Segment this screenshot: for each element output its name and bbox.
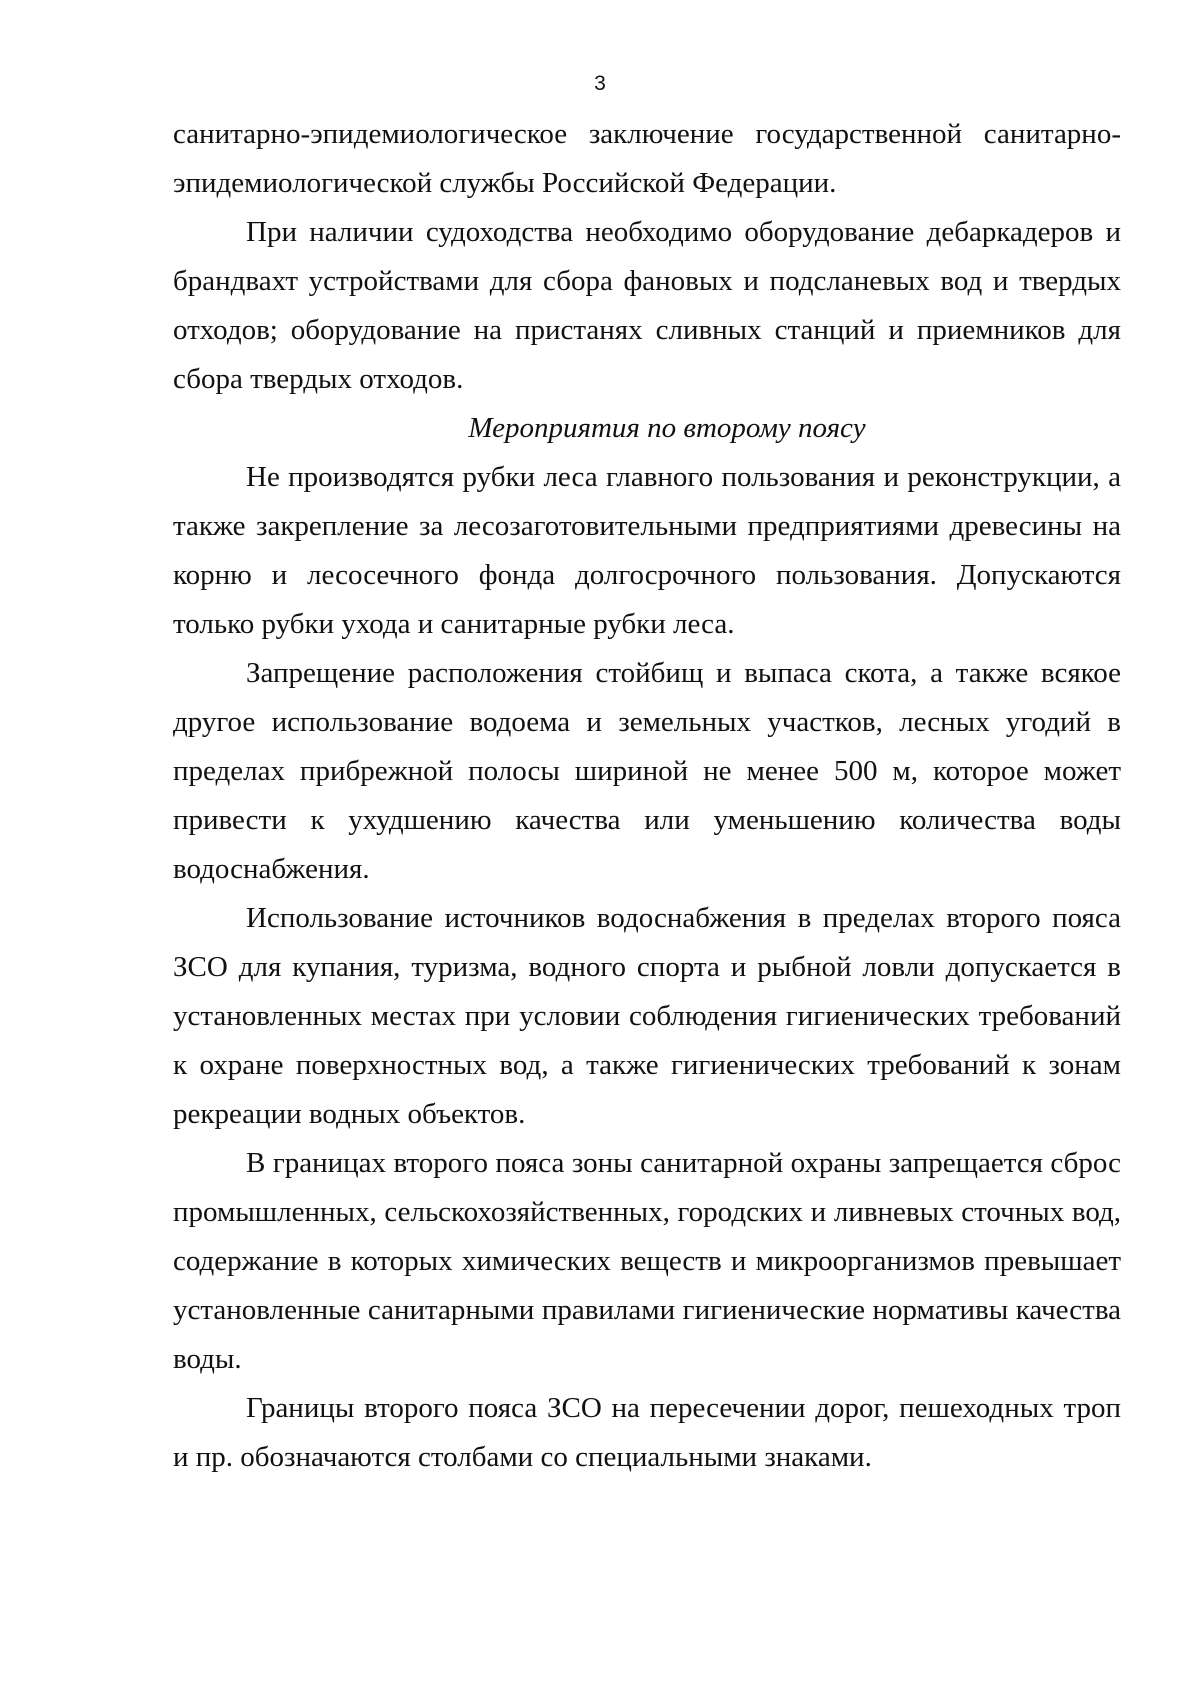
paragraph-shipping-equipment: При наличии судоходства необходимо оборудование дебаркадеров и брандвахт устройствами для сбора фановых и подсланевых вод и твердых отходов; оборудование на пристанях сливных станций и приемников для сбора твердых отходов. xyxy=(173,216,1121,395)
paragraph-boundary-markers: Границы второго пояса ЗСО на пересечении дорог, пешеходных троп и пр. обозначаются столбами со специальными знаками. xyxy=(173,1392,1121,1473)
section-heading: Мероприятия по второму поясу xyxy=(468,412,866,444)
paragraph-grazing: Запрещение расположения стойбищ и выпаса скота, а также всякое другое использование водоема и земельных участков, лесных угодий в пределах прибрежной полосы шириной не менее 500 м, которое может привести к ухудшению качества или уменьшению количества воды водоснабжения. xyxy=(173,657,1121,885)
paragraph-wastewater: В границах второго пояса зоны санитарной охраны запрещается сброс промышленных, сельскохозяйственных, городских и ливневых сточных вод, содержание в которых химических веществ и микроорганизмов превышает установленные санитарными правилами гигиенические нормативы качества воды. xyxy=(173,1147,1121,1375)
paragraph-logging: Не производятся рубки леса главного пользования и реконструкции, а также закрепление за лесозаготовительными предприятиями древесины на корню и лесосечного фонда долгосрочного пользования. Допускаются только рубки ухода и санитарные рубки леса. xyxy=(173,461,1121,640)
page-number: 3 xyxy=(594,72,606,95)
document-body xyxy=(173,110,1121,1482)
paragraph-recreation: Использование источников водоснабжения в пределах второго пояса ЗСО для купания, туризма, водного спорта и рыбной ловли допускается в установленных местах при условии соблюдения гигиенических требований к охране поверхностных вод, а также гигиенических требований к зонам рекреации водных объектов. xyxy=(173,902,1121,1130)
continuation-paragraph: санитарно-эпидемиологическое заключение государственной санитарно-эпидемиологической службы Российской Федерации. xyxy=(173,118,1121,199)
